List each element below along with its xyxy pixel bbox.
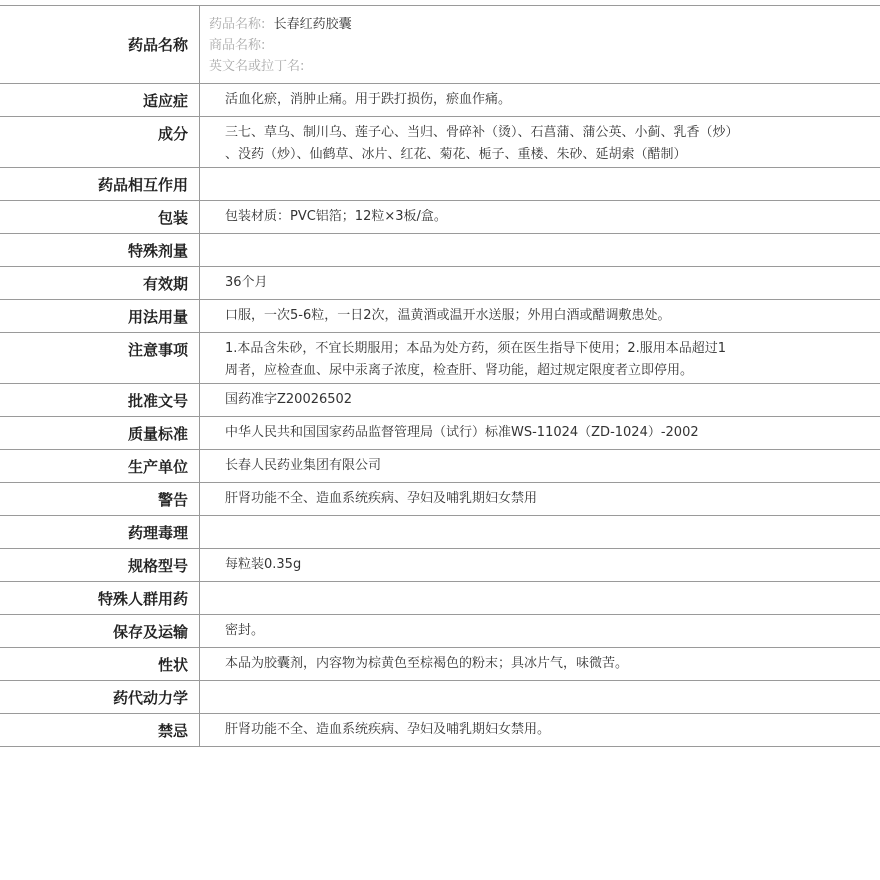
table-row: [0, 201, 880, 234]
row-label: [0, 450, 200, 482]
row-label: [0, 516, 200, 548]
row-value-line: 肝肾功能不全、造血系统疾病、孕妇及哺乳期妇女禁用: [225, 491, 538, 506]
row-label-text: 警告: [157, 490, 188, 509]
row-value: [200, 201, 880, 233]
drug-spec-table: [0, 5, 880, 747]
row-label-text: 包装: [157, 208, 188, 227]
row-label-text: 生产单位: [127, 457, 188, 476]
row-value: [200, 516, 880, 548]
row-value-line: 每粒装0.35g: [225, 557, 302, 572]
table-row: [0, 384, 880, 417]
row-value-line: 36个月: [225, 275, 268, 290]
row-label: [0, 300, 200, 332]
row-label-text: 用法用量: [127, 307, 188, 326]
row-value-line: 口服，一次5-6粒，一日2次，温黄酒或温开水送服；外用白酒或醋调敷患处。: [225, 308, 671, 323]
row-label-text: 性状: [157, 655, 188, 674]
table-row: [0, 333, 880, 384]
row-label: [0, 648, 200, 680]
row-label: [0, 234, 200, 266]
table-row: [0, 681, 880, 714]
row-value-line: 、没药（炒）、仙鹤草、冰片、红花、菊花、栀子、重楼、朱砂、延胡索（醋制）: [225, 147, 687, 162]
row-value-line: 肝肾功能不全、造血系统疾病、孕妇及哺乳期妇女禁用。: [225, 722, 551, 737]
row-label: [0, 333, 200, 383]
table-row: [0, 615, 880, 648]
row-label-text: 批准文号: [127, 391, 188, 410]
row-value: [200, 615, 880, 647]
row-label: [0, 714, 200, 746]
row-value: [200, 384, 880, 416]
table-row: [0, 582, 880, 615]
row-label: [0, 417, 200, 449]
row-value: [200, 549, 880, 581]
row-label-text: 药品相互作用: [97, 175, 188, 194]
row-label: [0, 168, 200, 200]
row-value-line: 活血化瘀，消肿止痛。用于跌打损伤，瘀血作痛。: [225, 92, 512, 107]
row-label-text: 成分: [157, 125, 188, 143]
row-value-line: 国药准字Z20026502: [225, 392, 353, 407]
row-value-line: 本品为胶囊剂，内容物为棕黄色至棕褐色的粉末；具冰片气，味微苦。: [225, 656, 629, 671]
row-label-text: 规格型号: [127, 556, 188, 575]
row-value: [200, 333, 880, 383]
trade-name-key: 商品名称:: [209, 38, 266, 53]
row-value: [200, 117, 880, 167]
row-label-text: 保存及运输: [112, 622, 188, 641]
row-value: [200, 483, 880, 515]
row-value: [200, 648, 880, 680]
row-value: [200, 582, 880, 614]
row-value: [200, 267, 880, 299]
row-value-line: 中华人民共和国国家药品监督管理局（试行）标准WS-11024（ZD-1024）-2002: [225, 425, 699, 440]
row-label: [0, 549, 200, 581]
table-row: [0, 483, 880, 516]
table-row: [0, 714, 880, 747]
row-label: [0, 84, 200, 116]
row-value: [200, 681, 880, 713]
table-row: [0, 267, 880, 300]
row-label: [0, 615, 200, 647]
row-label-text: 禁忌: [157, 721, 188, 740]
table-row: [0, 450, 880, 483]
row-value: [200, 714, 880, 746]
table-row-drug-name: [0, 6, 880, 84]
row-value: [200, 168, 880, 200]
table-row: [0, 516, 880, 549]
row-label-text: 药理毒理: [127, 523, 188, 542]
row-value-line: 密封。: [225, 623, 265, 638]
row-label-text: 适应症: [142, 91, 188, 110]
generic-name-key: 药品名称:: [209, 17, 266, 32]
row-label-text: 特殊剂量: [127, 241, 188, 260]
row-label: [0, 681, 200, 713]
table-row: [0, 234, 880, 267]
row-value: [200, 234, 880, 266]
table-row: [0, 300, 880, 333]
row-label: 药品名称: [0, 6, 200, 83]
row-label-text: 有效期: [142, 274, 188, 293]
row-value: [200, 300, 880, 332]
row-label-text: 特殊人群用药: [97, 589, 188, 608]
row-value-line: 周者，应检查血、尿中汞离子浓度，检查肝、肾功能，超过规定限度者立即停用。: [225, 363, 694, 378]
row-label: [0, 117, 200, 167]
row-label-text: 注意事项: [127, 341, 188, 359]
table-row: [0, 648, 880, 681]
table-row: [0, 117, 880, 168]
table-row: [0, 417, 880, 450]
row-label: [0, 483, 200, 515]
row-label-text: 质量标准: [127, 424, 188, 443]
generic-name-line: [209, 14, 880, 35]
row-value-line: 包装材质：PVC铝箔；12粒×3板/盒。: [225, 209, 447, 224]
row-label: [0, 267, 200, 299]
row-label-text: 药代动力学: [112, 688, 188, 707]
table-row: [0, 549, 880, 582]
drug-name-block: [200, 6, 880, 83]
row-value-line: 1.本品含朱砂，不宜长期服用；本品为处方药，须在医生指导下使用；2.服用本品超过1: [225, 341, 727, 356]
row-label: [0, 201, 200, 233]
row-value: [200, 450, 880, 482]
row-label: [0, 582, 200, 614]
generic-name-value: 长春红药胶囊: [273, 17, 352, 32]
row-value: [200, 417, 880, 449]
row-value: [200, 84, 880, 116]
table-row: [0, 84, 880, 117]
latin-name-key: 英文名或拉丁名:: [209, 59, 305, 74]
row-label: [0, 384, 200, 416]
table-row: [0, 168, 880, 201]
row-value-line: 长春人民药业集团有限公司: [225, 458, 382, 473]
row-value-line: 三七、草乌、制川乌、莲子心、当归、骨碎补（烫）、石菖蒲、蒲公英、小蓟、乳香（炒）: [225, 125, 739, 140]
